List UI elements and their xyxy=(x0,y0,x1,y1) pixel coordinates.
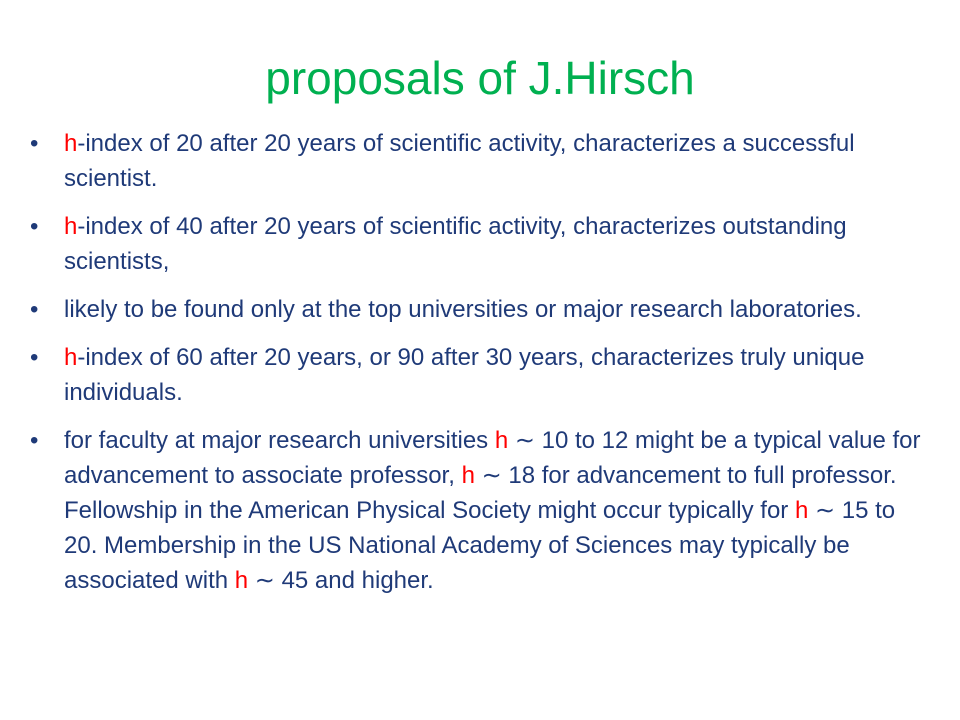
bullet-text: for faculty at major research universities xyxy=(64,427,495,454)
h-symbol: h xyxy=(461,462,475,489)
bullet-item xyxy=(30,423,930,598)
bullet-text: -index of 40 after 20 years of scientific activity, characterizes outstanding scientists, xyxy=(64,213,847,275)
h-symbol: h xyxy=(494,427,509,454)
bullet-text: -index of 60 after 20 years, or 90 after 30 years, characterizes truly unique individuals. xyxy=(64,344,865,406)
slide-title: proposals of J.Hirsch xyxy=(265,52,695,104)
h-symbol: h xyxy=(234,567,249,594)
bullet-text: likely to be found only at the top universities or major research laboratories. xyxy=(64,296,862,323)
bullet-item xyxy=(30,292,930,327)
h-symbol: h xyxy=(64,344,78,371)
bullet-list xyxy=(30,126,930,611)
bullet-text: ∼ 45 and higher. xyxy=(248,567,434,594)
h-symbol: h xyxy=(64,213,78,240)
bullet-text: ∼ 10 to 12 might be a typical value for advancement to associate professor, xyxy=(64,427,921,489)
bullet-text: ∼ 15 to 20. Membership in the US National Academy of Sciences may typically be associated with xyxy=(64,497,896,594)
bullet-icon: • xyxy=(30,344,39,371)
bullet-icon: • xyxy=(30,427,39,454)
bullet-text: ∼ 18 for advancement to full professor. Fellowship in the American Physical Society might occur typically for xyxy=(64,462,897,524)
bullet-icon: • xyxy=(30,296,39,323)
h-symbol: h xyxy=(794,497,809,524)
bullet-text: -index of 20 after 20 years of scientific activity, characterizes a successful scientist. xyxy=(64,130,855,192)
bullet-icon: • xyxy=(30,213,39,240)
bullet-item xyxy=(30,126,930,196)
bullet-icon: • xyxy=(30,130,39,157)
bullet-item xyxy=(30,340,930,410)
h-symbol: h xyxy=(64,130,78,157)
bullet-item xyxy=(30,209,930,279)
